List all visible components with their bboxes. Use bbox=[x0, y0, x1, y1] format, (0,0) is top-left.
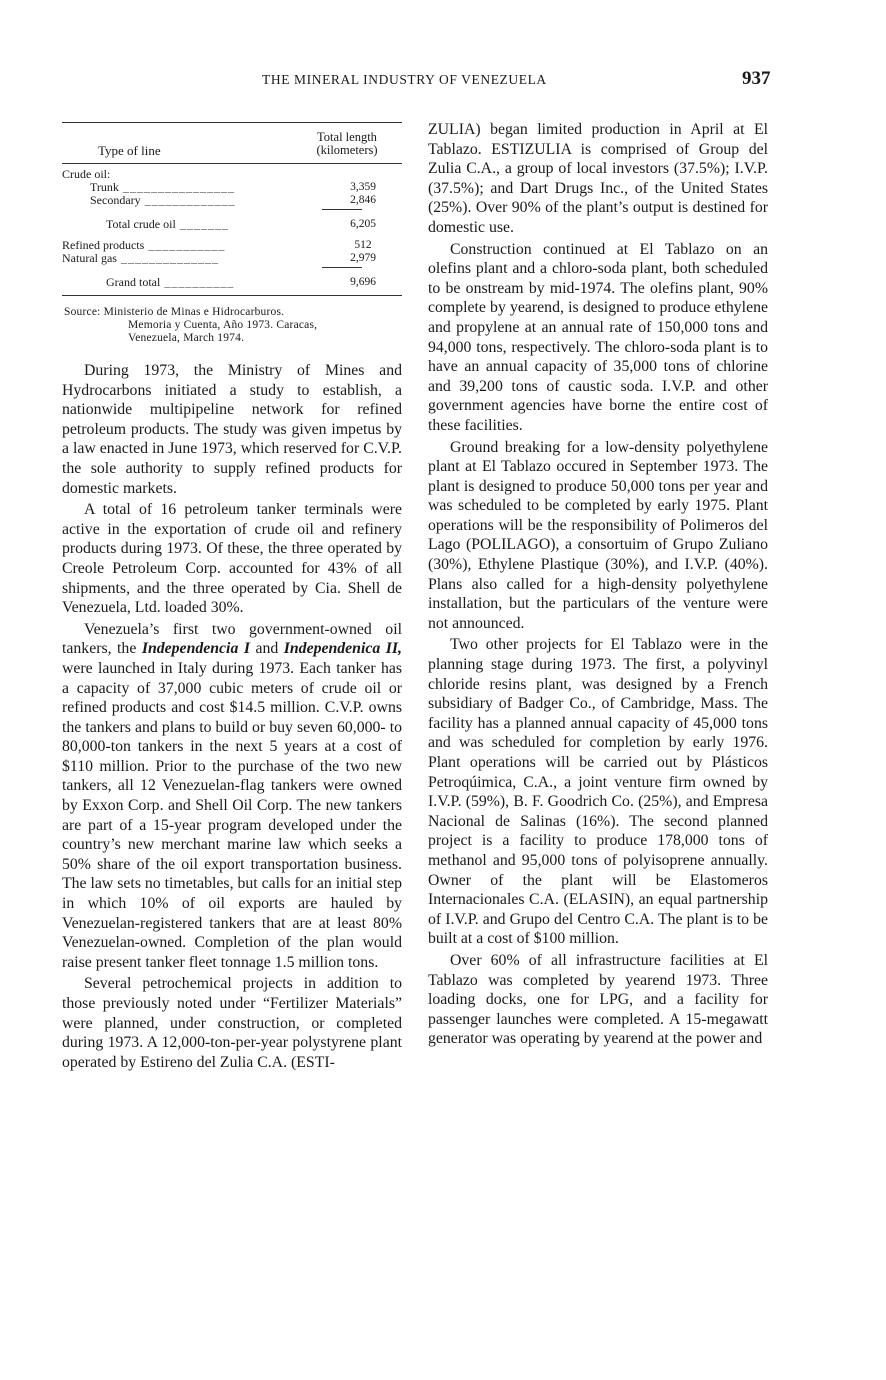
ship-name: Independenica II, bbox=[283, 640, 402, 658]
paragraph: During 1973, the Ministry of Mines and Hydrocarbons initiated a study to establish, a nationwide multipipeline network for refined petroleum products. The study was given impetus by a law enacted in June 1973, which reserved for C.V.P. the sole authority to supply refined products for domestic markets. bbox=[62, 362, 402, 497]
row-label: Trunk ________________ bbox=[90, 180, 235, 194]
row-label-text: Refined products bbox=[62, 238, 145, 252]
left-column bbox=[62, 120, 402, 1072]
source-line: Venezuela, March 1974. bbox=[128, 332, 245, 344]
table-body bbox=[62, 164, 402, 289]
row-label: Total crude oil _______ bbox=[106, 217, 229, 231]
row-value: 2,979 bbox=[350, 252, 376, 264]
row-value: 6,205 bbox=[350, 218, 376, 230]
row-label: Natural gas ______________ bbox=[62, 251, 219, 265]
row-label-text: Secondary bbox=[90, 193, 141, 207]
paragraph: A total of 16 petroleum tanker terminals were active in the exportation of crude oil and refinery products during 1973. Of these, the three operated by Creole Petroleum Corp. accounted for 43% of all shipments, and the three operated by Cia. Shell de Venezuela, Ltd. loaded 30%. bbox=[62, 501, 402, 617]
left-body-text bbox=[62, 361, 402, 1072]
row-value: 512 bbox=[354, 239, 372, 251]
header-total-length-line1: Total length bbox=[317, 130, 377, 144]
paragraph: Several petrochemical projects in addition to those previously noted under “Fertilizer Materials” were planned, under construction, or completed during 1973. A 12,000-ton-per-year polystyrene plant operated by Estireno del Zulia C.A. (ESTI- bbox=[62, 975, 402, 1071]
paragraph: Construction continued at El Tablazo on an olefins plant and a chloro-soda plant, both scheduled to be onstream by mid-1974. The olefins plant, 90% complete by yearend, is designed to produce ethylene and propylene at an annual rate of 150,000 tons and 94,000 tons, respectively. The chloro-soda plant is to have an annual capacity of 35,000 tons of chlorine and 39,200 tons of caustic soda. I.V.P. and other government agencies have borne the entire cost of these facilities. bbox=[428, 240, 768, 434]
running-title: THE MINERAL INDUSTRY OF VENEZUELA bbox=[262, 72, 547, 87]
row-label: Grand total __________ bbox=[106, 275, 235, 289]
table-source-note bbox=[62, 306, 402, 345]
header-total-length-line2: (kilometers) bbox=[316, 143, 378, 157]
page-header bbox=[0, 68, 886, 98]
source-line: Source: Ministerio de Minas e Hidrocarburos. bbox=[64, 306, 285, 318]
header-type-of-line: Type of line bbox=[98, 143, 161, 158]
page-number: 937 bbox=[742, 68, 771, 89]
row-label-crude-oil: Crude oil: bbox=[62, 167, 111, 181]
pipeline-table bbox=[62, 122, 402, 345]
paragraph: Over 60% of all infrastructure facilities at El Tablazo was completed by yearend 1973. Three loading docks, one for LPG, and a facility for passenger launches were completed. A 15-megawatt generator was operating by yearend at the power and bbox=[428, 951, 768, 1048]
row-label-text: Trunk bbox=[90, 180, 119, 194]
table-row bbox=[62, 252, 402, 265]
row-label: Secondary _____________ bbox=[90, 193, 236, 207]
table-row bbox=[62, 276, 402, 289]
table-row bbox=[62, 194, 402, 207]
row-label-text: Natural gas bbox=[62, 251, 117, 265]
header-total-length bbox=[292, 123, 402, 163]
source-line: Memoria y Cuenta, Año 1973. Caracas, bbox=[128, 319, 318, 331]
row-label-text: Total crude oil bbox=[106, 217, 176, 231]
ship-name: Independencia I bbox=[141, 640, 250, 658]
paragraph: Venezuela’s first two government-owned oil tankers, the Independencia I and Independenica II, were launched in Italy during 1973. Each tanker has a capacity of 37,000 cubic meters of crude oil or refined products and cost $14.5 million. C.V.P. owns the tankers and plans to build or buy seven 60,000- to 80,000-ton tankers in the next 5 years at a cost of $110 million. Prior to the purchase of the two new tankers, all 12 Venezuelan-flag tankers were owned by Exxon Corp. and Shell Oil Corp. The new tankers are part of a 15-year program developed under the country’s new merchant marine law which seeks a 50% share of the oil export transportation business. The law sets no timetables, but calls for an initial step in which 10% of oil exports are hauled by Venezuelan-registered tankers that are at least 80% Venezuelan-owned. Completion of the plan would raise present tanker fleet tonnage 1.5 million tons. bbox=[62, 620, 402, 971]
row-label: Refined products ___________ bbox=[62, 238, 226, 252]
row-label-text: Grand total bbox=[106, 275, 161, 289]
row-value: 2,846 bbox=[350, 194, 376, 206]
paragraph: Two other projects for El Tablazo were in the planning stage during 1973. The first, a polyvinyl chloride resins plant, was designed by a French subsidiary of Badger Co., of Cambridge, Mass. The facility has a planned annual capacity of 45,000 tons and was scheduled for completion by early 1976. Plant operations will be carried out by Plásticos Petroqúimica, C.A., a joint venture firm owned by I.V.P. (59%), B. F. Goodrich Co. (25%), and Empresa Nacional de Salinas (16%). The second planned project is a facility to produce 178,000 tons of methanol and 95,000 tons of polyisoprene annually. Owner of the plant will be Elastomeros Internacionales C.A. (ELASIN), an equal partnership of I.V.P. and Grupo del Centro C.A. The plant is to be built at a cost of $100 million. bbox=[428, 636, 768, 948]
table-header bbox=[62, 123, 402, 163]
row-value: 9,696 bbox=[350, 276, 376, 288]
right-column bbox=[428, 120, 768, 1049]
row-value: 3,359 bbox=[350, 181, 376, 193]
table-bottom-rule bbox=[62, 295, 402, 296]
right-body-text bbox=[428, 120, 768, 1049]
table-row bbox=[62, 218, 402, 231]
paragraph: ZULIA) began limited production in April at El Tablazo. ESTIZULIA is comprised of Group del Zulia C.A., a group of local investors (37.5%); I.V.P. (37.5%); and Dart Drugs Inc., of the United States (25%). Over 90% of the plant’s output is destined for domestic use. bbox=[428, 121, 768, 236]
paragraph: Ground breaking for a low-density polyethylene plant at El Tablazo occured in September 1973. The plant is designed to produce 50,000 tons per year and was scheduled to be completed by early 1975. Plant operations will be the responsibility of Polimeros del Lago (POLILAGO), a consortuim of Grupo Zuliano (30%), Ethylene Plastique (30%), and I.V.P. (40%). Plans also called for a high-density polyethylene installation, but the particulars of the venture were not announced. bbox=[428, 438, 768, 632]
